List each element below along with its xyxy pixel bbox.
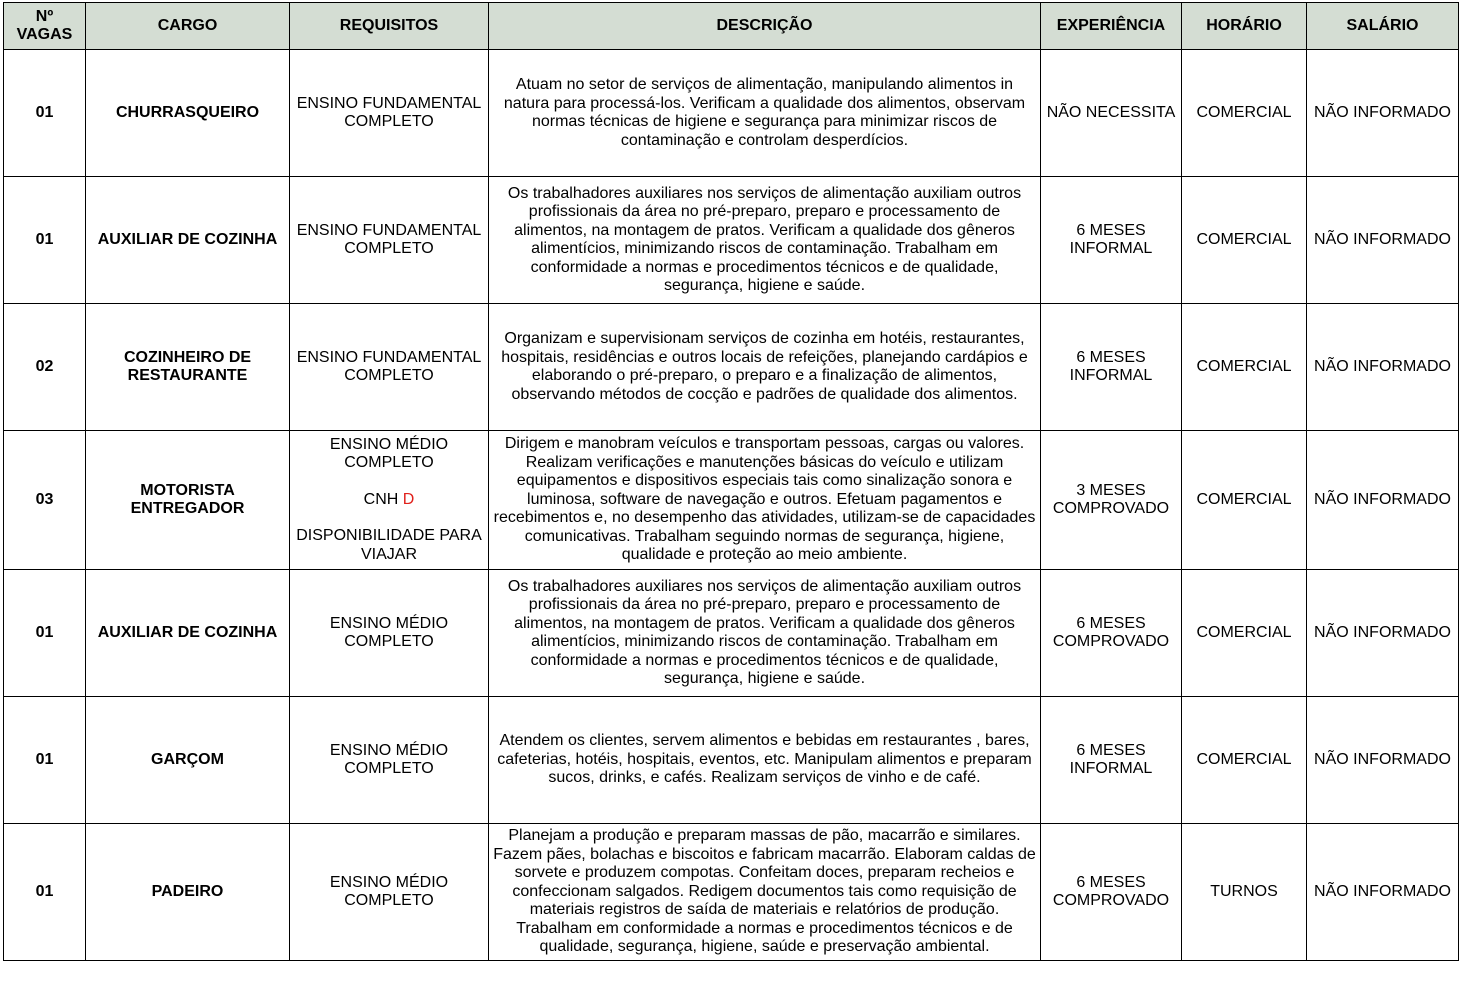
horario-cell: COMERCIAL: [1182, 50, 1307, 177]
requisitos-cell: ENSINO FUNDAMENTAL COMPLETO: [290, 177, 489, 304]
cargo-cell: PADEIRO: [86, 824, 290, 961]
requisitos-cell: ENSINO MÉDIO COMPLETO: [290, 824, 489, 961]
cargo-cell: AUXILIAR DE COZINHA: [86, 570, 290, 697]
salario-cell: NÃO INFORMADO: [1307, 570, 1459, 697]
experiencia-cell: 6 MESES INFORMAL: [1041, 304, 1182, 431]
requisito-cnh: [294, 491, 484, 510]
header-row: [4, 3, 1459, 50]
vagas-cell: 01: [4, 824, 86, 961]
horario-cell: TURNOS: [1182, 824, 1307, 961]
vagas-cell: 01: [4, 697, 86, 824]
requisito-ensino: ENSINO MÉDIO COMPLETO: [329, 435, 449, 472]
descricao-cell: Organizam e supervisionam serviços de cozinha em hotéis, restaurantes, hospitais, residências e outros locais de refeições, planejando cardápios e elaborando o pré-preparo, o preparo e a finalização de alimentos, observando métodos de cocção e padrões de qualidade dos alimentos.: [489, 304, 1041, 431]
cnh-label: CNH: [363, 490, 399, 508]
header-vagas: Nº VAGAS: [4, 3, 86, 50]
vagas-cell: 03: [4, 431, 86, 570]
cargo-cell: MOTORISTA ENTREGADOR: [86, 431, 290, 570]
table-row: [4, 431, 1459, 570]
requisitos-cell: ENSINO MÉDIO COMPLETO: [290, 697, 489, 824]
descricao-cell: Atuam no setor de serviços de alimentação, manipulando alimentos in natura para processá-los. Verificam a qualidade dos alimentos, observam normas técnicas de higiene e segurança para minimizar riscos de contaminação e controlam desperdícios.: [489, 50, 1041, 177]
header-experiencia: EXPERIÊNCIA: [1041, 3, 1182, 50]
cargo-cell: GARÇOM: [86, 697, 290, 824]
horario-cell: COMERCIAL: [1182, 177, 1307, 304]
experiencia-cell: NÃO NECESSITA: [1041, 50, 1182, 177]
descricao-cell: Os trabalhadores auxiliares nos serviços de alimentação auxiliam outros profissionais da área no pré-preparo, preparo e processamento de alimentos, na montagem de pratos. Verificam a qualidade dos gêneros alimentícios, minimizando riscos de contaminação. Trabalham em conformidade a normas e procedimentos técnicos e de qualidade, segurança, higiene e saúde.: [489, 177, 1041, 304]
table-row: [4, 570, 1459, 697]
vagas-cell: 01: [4, 50, 86, 177]
header-salario: SALÁRIO: [1307, 3, 1459, 50]
salario-cell: NÃO INFORMADO: [1307, 431, 1459, 570]
table-row: [4, 304, 1459, 431]
table-row: [4, 697, 1459, 824]
header-descricao: DESCRIÇÃO: [489, 3, 1041, 50]
salario-cell: NÃO INFORMADO: [1307, 697, 1459, 824]
table-row: [4, 177, 1459, 304]
header-horario: HORÁRIO: [1182, 3, 1307, 50]
vagas-cell: 01: [4, 177, 86, 304]
experiencia-cell: 6 MESES INFORMAL: [1041, 697, 1182, 824]
requisitos-cell: [290, 431, 489, 570]
vagas-cell: 02: [4, 304, 86, 431]
requisitos-cell: ENSINO FUNDAMENTAL COMPLETO: [290, 304, 489, 431]
descricao-cell: Dirigem e manobram veículos e transportam pessoas, cargas ou valores. Realizam verificações e manutenções básicas do veículo e utilizam equipamentos e dispositivos especiais tais como sinalização sonora e luminosa, software de navegação e outros. Efetuam pagamentos e recebimentos e, no desempenho das atividades, utilizam-se de capacidades comunicativas. Trabalham seguindo normas de segurança, higiene, qualidade e proteção ao meio ambiente.: [489, 431, 1041, 570]
descricao-cell: Planejam a produção e preparam massas de pão, macarrão e similares. Fazem pães, bolachas e biscoitos e fabricam macarrão. Elaboram caldas de sorvete e produzem compotas. Confeitam doces, preparam recheios e confeccionam salgados. Redigem documentos tais como requisição de materiais registros de saída de materiais e relatórios de produção. Trabalham em conformidade a normas e procedimentos técnicos e de qualidade, segurança, higiene, saúde e preservação ambiental.: [489, 824, 1041, 961]
job-openings-table: [3, 2, 1459, 961]
horario-cell: COMERCIAL: [1182, 697, 1307, 824]
cargo-cell: COZINHEIRO DE RESTAURANTE: [86, 304, 290, 431]
salario-cell: NÃO INFORMADO: [1307, 177, 1459, 304]
horario-cell: COMERCIAL: [1182, 570, 1307, 697]
table-row: [4, 50, 1459, 177]
header-cargo: CARGO: [86, 3, 290, 50]
cargo-cell: CHURRASQUEIRO: [86, 50, 290, 177]
cargo-cell: AUXILIAR DE COZINHA: [86, 177, 290, 304]
descricao-cell: Atendem os clientes, servem alimentos e bebidas em restaurantes , bares, cafeterias, hotéis, hospitais, eventos, etc. Manipulam alimentos e preparam sucos, drinks, e cafés. Realizam serviços de vinho e de café.: [489, 697, 1041, 824]
experiencia-cell: 6 MESES INFORMAL: [1041, 177, 1182, 304]
horario-cell: COMERCIAL: [1182, 431, 1307, 570]
descricao-cell: Os trabalhadores auxiliares nos serviços de alimentação auxiliam outros profissionais da área no pré-preparo, preparo e processamento de alimentos, na montagem de pratos. Verificam a qualidade dos gêneros alimentícios, minimizando riscos de contaminação. Trabalham em conformidade a normas e procedimentos técnicos e de qualidade, segurança, higiene e saúde.: [489, 570, 1041, 697]
horario-cell: COMERCIAL: [1182, 304, 1307, 431]
vagas-cell: 01: [4, 570, 86, 697]
requisitos-cell: ENSINO MÉDIO COMPLETO: [290, 570, 489, 697]
experiencia-cell: 6 MESES COMPROVADO: [1041, 570, 1182, 697]
requisito-disponibilidade: DISPONIBILIDADE PARA VIAJAR: [296, 527, 482, 563]
salario-cell: NÃO INFORMADO: [1307, 50, 1459, 177]
table-row: [4, 824, 1459, 961]
salario-cell: NÃO INFORMADO: [1307, 824, 1459, 961]
cnh-category: D: [402, 490, 415, 508]
experiencia-cell: 3 MESES COMPROVADO: [1041, 431, 1182, 570]
requisitos-cell: ENSINO FUNDAMENTAL COMPLETO: [290, 50, 489, 177]
header-requisitos: REQUISITOS: [290, 3, 489, 50]
salario-cell: NÃO INFORMADO: [1307, 304, 1459, 431]
experiencia-cell: 6 MESES COMPROVADO: [1041, 824, 1182, 961]
